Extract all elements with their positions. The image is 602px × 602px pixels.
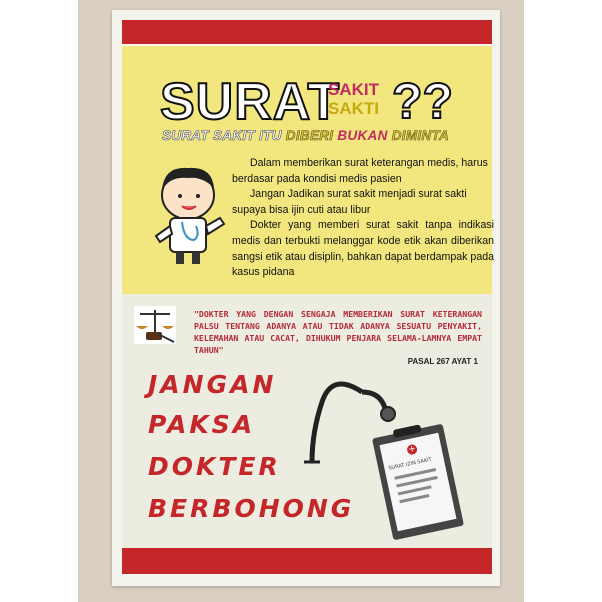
- title-word-sakti: SAKTI: [328, 99, 379, 118]
- subtitle-diberi: DIBERI: [285, 128, 334, 143]
- body-text: [232, 156, 494, 281]
- paragraph: Dokter yang memberi surat sakit tanpa indikasi medis dan terbukti melanggar kode etik akan diberikan sangsi etik atau disiplin, bahkan dapat berdampak pada kasus pidana: [232, 219, 494, 279]
- question-marks: ??: [392, 73, 454, 129]
- clipboard-label: SURAT IZIN SAKIT: [387, 456, 433, 472]
- slogan-line: DOKTER: [148, 452, 281, 481]
- clipboard-paper: [380, 433, 457, 532]
- subtitle-bukan: BUKAN: [333, 128, 392, 143]
- subtitle-diminta: DIMINTA: [391, 128, 450, 143]
- paragraph: Dalam memberikan surat keterangan medis, harus berdasar pada kondisi medis pasien: [232, 157, 488, 185]
- slogan-line: JANGAN: [148, 370, 277, 399]
- bottom-red-bar: [122, 548, 492, 574]
- law-quote: "DOKTER YANG DENGAN SENGAJA MEMBERIKAN SURAT KETERANGAN PALSU TENTANG ADANYA ATAU TIDAK ADANYA SESUATU PENYAKIT, KELEMAHAN ATAU CACAT, DIHUKUM PENJARA SELAMA-LAMNYA EMPAT TAHUN": [194, 309, 482, 355]
- title-word-sakit: SAKIT: [328, 80, 379, 99]
- red-cross-icon: +: [407, 443, 417, 456]
- scales-of-justice-icon: [134, 306, 176, 344]
- slogan-line: PAKSA: [148, 410, 256, 439]
- paragraph: Jangan Jadikan surat sakit menjadi surat sakti supaya bisa ijin cuti atau libur: [232, 188, 467, 216]
- subtitle-part: SURAT SAKIT ITU: [162, 128, 286, 143]
- wall-right: [524, 0, 602, 602]
- slogan-line: BERBOHONG: [148, 494, 355, 523]
- wall-left: [0, 0, 78, 602]
- subtitle: [162, 128, 449, 143]
- poster-title: SURAT: [160, 73, 341, 131]
- top-red-bar: [122, 20, 492, 44]
- doctor-icon: [148, 160, 228, 270]
- title-words: [328, 80, 379, 118]
- citation: PASAL 267 AYAT 1: [407, 357, 478, 366]
- text-line: [399, 494, 429, 503]
- poster: [112, 10, 500, 586]
